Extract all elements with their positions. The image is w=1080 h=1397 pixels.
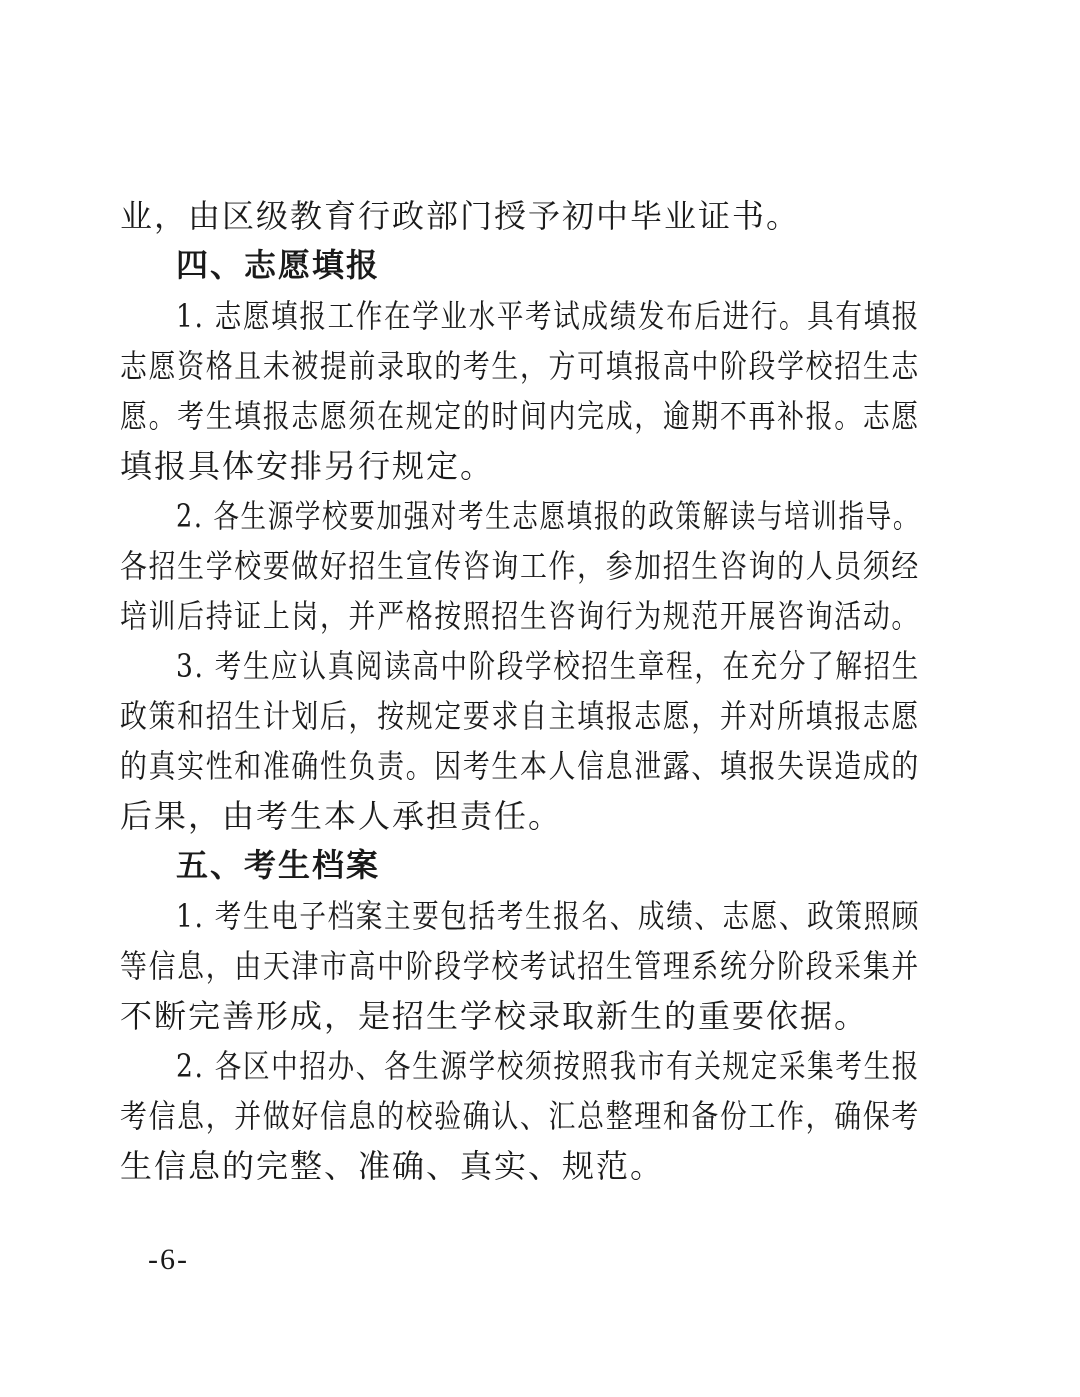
text-line: 各招生学校要做好招生宣传咨询工作，参加招生咨询的人员须经: [120, 547, 920, 585]
text-line: 生信息的完整、准确、真实、规范。: [120, 1147, 665, 1185]
text-line: 的真实性和准确性负责。因考生本人信息泄露、填报失误造成的: [120, 747, 920, 785]
text-line: 愿。考生填报志愿须在规定的时间内完成，逾期不再补报。志愿: [120, 397, 920, 435]
text-line: 2. 各生源学校要加强对考生志愿填报的政策解读与培训指导。: [176, 497, 921, 535]
text-line: 等信息，由天津市高中阶段学校考试招生管理系统分阶段采集并: [120, 947, 920, 985]
text-line: 不断完善形成，是招生学校录取新生的重要依据。: [120, 997, 869, 1035]
section-heading-4: 四、志愿填报: [176, 246, 381, 284]
text-line: 2. 各区中招办、各生源学校须按照我市有关规定采集考生报: [176, 1047, 921, 1085]
text-line: 志愿资格且未被提前录取的考生，方可填报高中阶段学校招生志: [120, 347, 920, 385]
text-line: 后果，由考生本人承担责任。: [120, 797, 563, 835]
text-line: 1. 考生电子档案主要包括考生报名、成绩、志愿、政策照顾: [176, 897, 921, 935]
text-line: 业，由区级教育行政部门授予初中毕业证书。: [120, 197, 801, 235]
text-line: 3. 考生应认真阅读高中阶段学校招生章程，在充分了解招生: [176, 647, 921, 685]
text-line: 填报具体安排另行规定。: [120, 447, 495, 485]
text-line: 1. 志愿填报工作在学业水平考试成绩发布后进行。具有填报: [176, 297, 921, 335]
text-line: 培训后持证上岗，并严格按照招生咨询行为规范开展咨询活动。: [120, 597, 920, 635]
page-number: -6-: [148, 1243, 189, 1276]
section-heading-5: 五、考生档案: [176, 846, 381, 884]
text-line: 考信息，并做好信息的校验确认、汇总整理和备份工作，确保考: [120, 1097, 920, 1135]
text-line: 政策和招生计划后，按规定要求自主填报志愿，并对所填报志愿: [120, 697, 920, 735]
